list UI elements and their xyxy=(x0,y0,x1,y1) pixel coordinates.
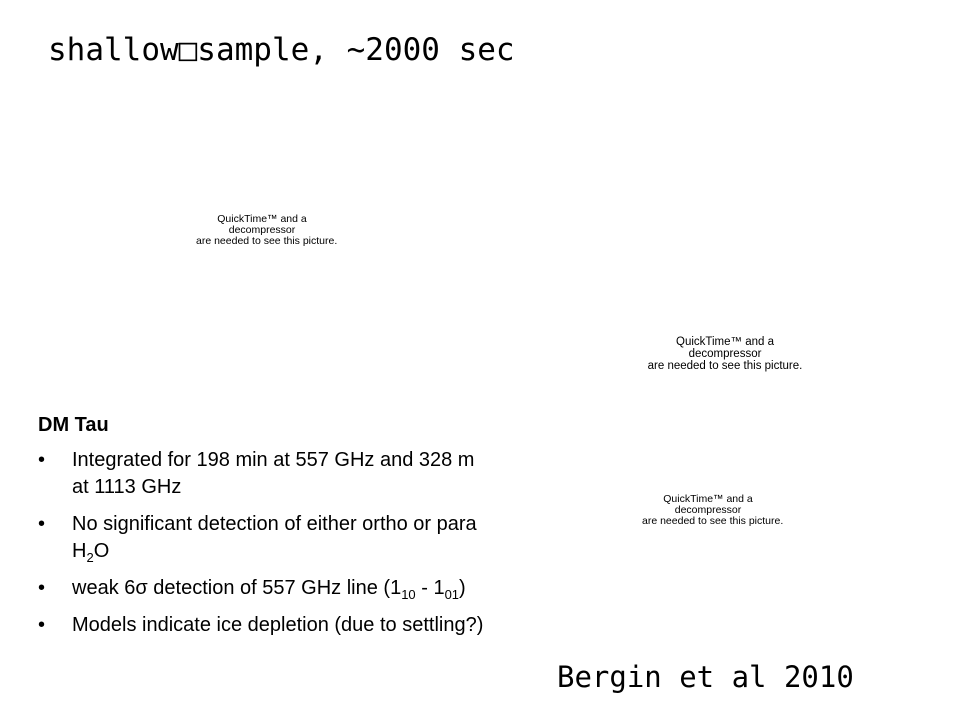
placeholder-line: QuickTime™ and a xyxy=(676,336,774,348)
bullet-text-tail: O xyxy=(93,540,110,562)
missing-image-placeholder xyxy=(642,493,784,527)
bullet-item xyxy=(38,511,488,565)
bullet-list xyxy=(38,447,488,639)
placeholder-line: are needed to see this picture. xyxy=(647,360,803,372)
text-body xyxy=(38,412,488,649)
placeholder-line: decompressor xyxy=(228,224,296,236)
bullet-text-mid: - 1 xyxy=(415,577,445,599)
bullet-icon: • xyxy=(38,449,46,471)
object-heading: DM Tau xyxy=(38,414,109,436)
subscript: 10 xyxy=(401,587,416,602)
bullet-icon: • xyxy=(38,513,46,535)
placeholder-line: decompressor xyxy=(674,504,742,516)
bullet-icon: • xyxy=(38,614,46,636)
placeholder-line: are needed to see this picture. xyxy=(196,235,338,247)
bullet-icon: • xyxy=(38,577,46,599)
subscript: 01 xyxy=(444,587,460,602)
missing-image-placeholder xyxy=(196,213,338,247)
bullet-text: Models indicate ice depletion (due to settling?) xyxy=(72,614,484,636)
slide-title: shallow□sample, ~2000 sec xyxy=(48,32,515,68)
bullet-text: Integrated for 198 min at 557 GHz and 328 m at 1113 GHz xyxy=(72,449,475,498)
bullet-text: weak 6σ detection of 557 GHz line (1 xyxy=(72,577,402,599)
subscript: 2 xyxy=(86,550,94,565)
bullet-item xyxy=(38,575,488,602)
citation: Bergin et al 2010 xyxy=(557,660,854,694)
placeholder-line: QuickTime™ and a xyxy=(217,213,307,225)
bullet-text: No significant detection of either ortho or para H xyxy=(72,513,477,562)
bullet-item xyxy=(38,447,488,501)
placeholder-line: decompressor xyxy=(688,348,762,360)
placeholder-line: QuickTime™ and a xyxy=(663,493,753,505)
bullet-text-tail: ) xyxy=(459,577,466,599)
missing-image-placeholder xyxy=(640,336,810,372)
bullet-item xyxy=(38,612,488,639)
placeholder-line: are needed to see this picture. xyxy=(642,515,784,527)
